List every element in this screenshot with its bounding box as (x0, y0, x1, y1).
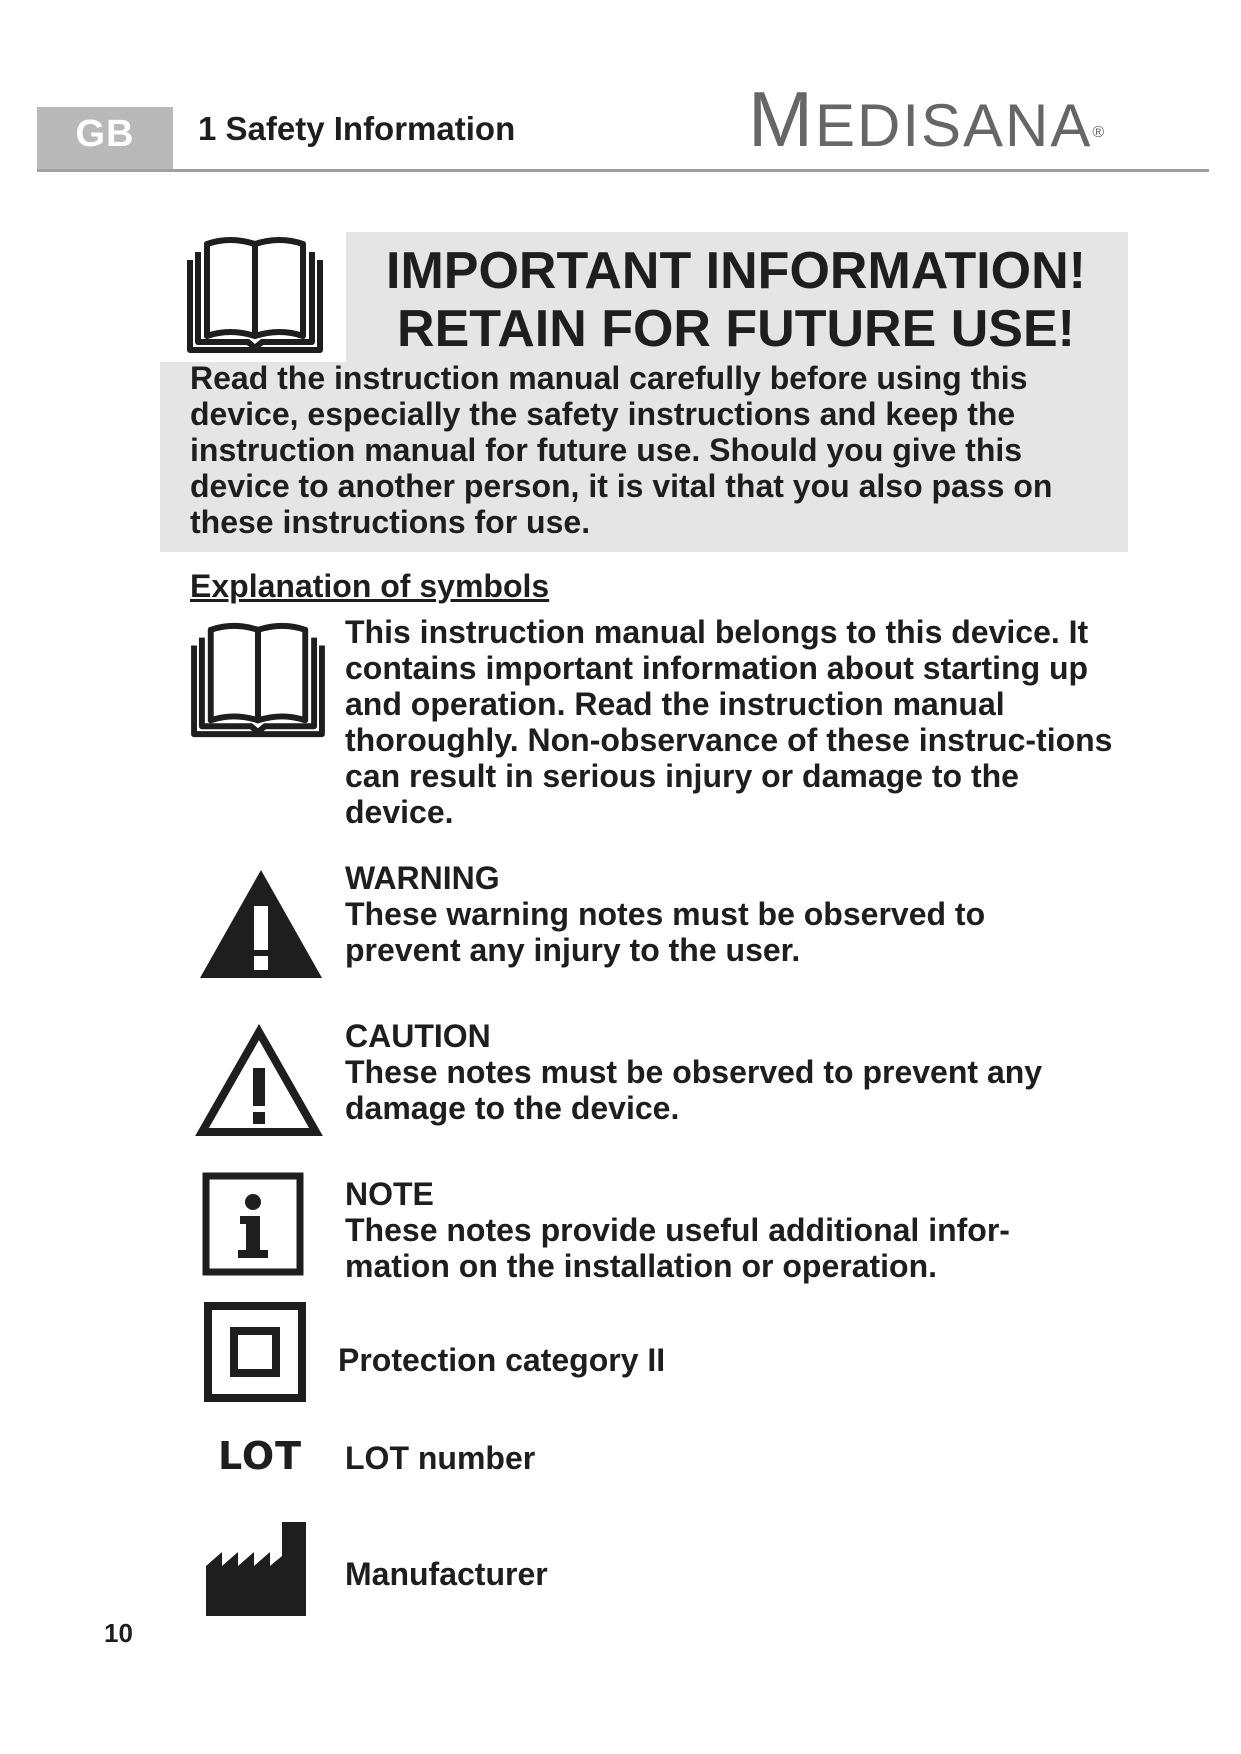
warning-text: These warning notes must be observed to prevent any injury to the user. (345, 896, 986, 968)
important-info-box (160, 232, 1128, 552)
info-icon (202, 1172, 304, 1281)
warning-block (345, 860, 1145, 968)
important-heading-line1: IMPORTANT INFORMATION! (386, 242, 1086, 300)
double-square-icon (204, 1302, 306, 1407)
note-block (345, 1176, 1145, 1284)
instruction-manual-icon (180, 232, 330, 358)
section-title: 1 Safety Information (198, 110, 516, 147)
factory-icon (206, 1522, 306, 1621)
caution-text: These notes must be observed to prevent any damage to the device. (345, 1054, 1043, 1126)
header-divider (37, 169, 1209, 172)
important-heading (356, 242, 1116, 358)
important-heading-line2: RETAIN FOR FUTURE USE! (397, 300, 1075, 358)
language-tab-label: GB (75, 113, 135, 155)
caution-outline-triangle-icon (194, 1024, 324, 1145)
important-body: Read the instruction manual carefully before using this device, especially the safety instructions and keep the instruction manual for future use. Should you give this device to another person, it is vital that you also pass on these instructions for use. (190, 360, 1053, 540)
note-text: These notes provide useful additional infor-mation on the installation or operation. (345, 1212, 1010, 1284)
symbols-title: Explanation of symbols (190, 568, 550, 604)
manual-symbol-text: This instruction manual belongs to this device. It contains important information about starting up and operation. Read the instruction manual thoroughly. Non-observance of these instruc-tions can result in serious injury or damage to the device. (345, 614, 1113, 830)
registered-mark: ® (1092, 124, 1107, 141)
protection-category-text: Protection category II (338, 1342, 666, 1378)
caution-block (345, 1018, 1145, 1126)
warning-filled-triangle-icon (196, 866, 326, 987)
caution-label: CAUTION (345, 1018, 491, 1054)
language-tab (37, 107, 173, 171)
brand-logo: MEDISANA® (748, 75, 1107, 163)
lot-number-text: LOT number (345, 1440, 536, 1476)
warning-label: WARNING (345, 860, 500, 896)
page-number: 10 (104, 1618, 133, 1648)
manufacturer-text: Manufacturer (345, 1556, 548, 1592)
note-label: NOTE (345, 1176, 434, 1212)
lot-icon: LOT (218, 1434, 303, 1478)
instruction-manual-icon (184, 618, 332, 747)
